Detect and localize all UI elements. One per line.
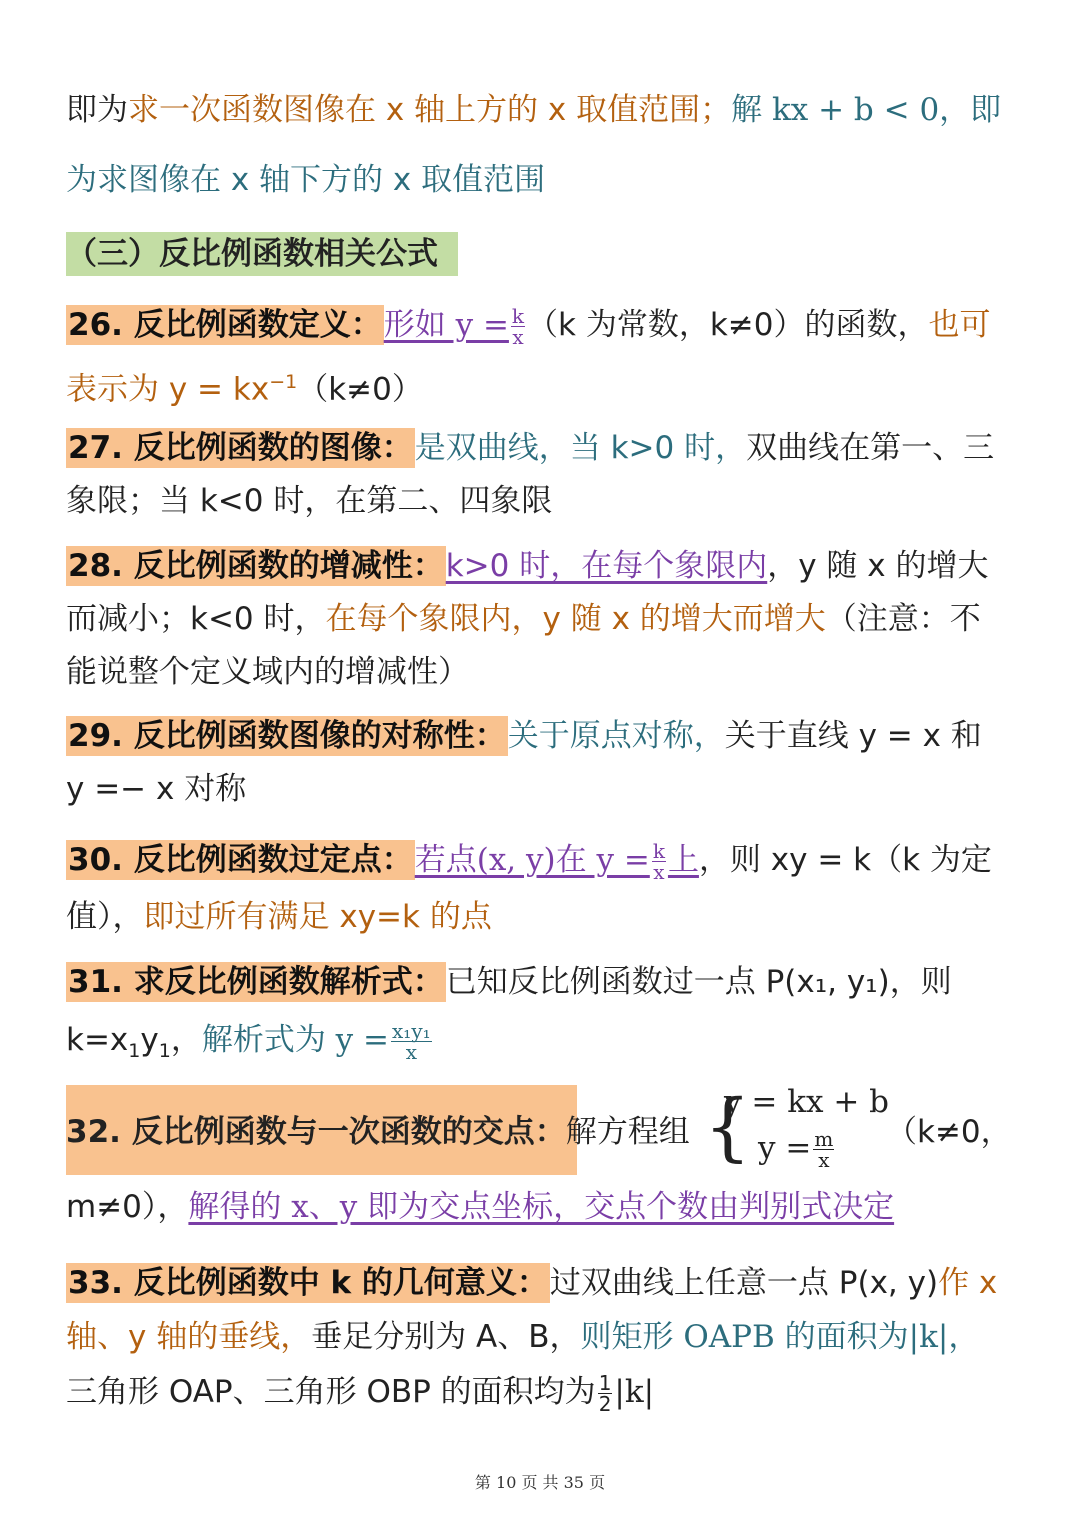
text-segment: 关于直线 y = x 和 — [724, 718, 982, 754]
text-segment: （k≠0） — [297, 371, 423, 408]
fraction — [813, 1129, 834, 1170]
brace-symbol: { — [704, 1084, 752, 1170]
text-segment: 即为 — [66, 92, 128, 128]
text-segment: |k| — [614, 1374, 655, 1410]
item-30-heading: 30. 反比例函数过定点： — [68, 842, 413, 878]
item-31-heading: 31. 求反比例函数解析式： — [68, 964, 444, 1000]
text-segment: 形如 y = — [383, 307, 509, 343]
fraction — [511, 306, 525, 347]
item-28-line-3: 能说整个定义域内的增减性） — [66, 654, 469, 690]
intro-line-2: 为求图像在 x 轴下方的 x 取值范围 — [66, 162, 546, 198]
text-segment: y — [140, 1022, 159, 1058]
item-28-line-1 — [66, 546, 989, 586]
fraction-denominator: x — [818, 1148, 830, 1172]
text-segment: 双曲线在第一、三 — [746, 430, 995, 466]
text-segment: k>0 时，在每个象限内 — [445, 548, 768, 584]
text-segment: 在每个象限内，y 随 x 的增大而增大 — [325, 601, 826, 637]
text-segment: 也可 — [928, 307, 991, 343]
item-33-line-1 — [66, 1263, 997, 1303]
item-26-line-1 — [66, 305, 991, 347]
item-31-line-2 — [66, 1020, 434, 1071]
text-segment: 即过所有满足 xy=k 的点 — [143, 899, 492, 935]
item-33-line-2 — [66, 1317, 979, 1357]
item-30-formula — [414, 839, 699, 884]
text-segment: 作 x — [938, 1265, 998, 1301]
text-segment: 而减小；k<0 时， — [66, 601, 326, 637]
item-32-line-2 — [66, 1187, 894, 1227]
equation-2 — [758, 1128, 836, 1170]
text-segment: 过双曲线上任意一点 P(x, y) — [549, 1265, 939, 1301]
item-27-heading: 27. 反比例函数的图像： — [68, 430, 413, 466]
fraction-denominator: x — [512, 325, 524, 349]
item-31-line-1 — [66, 962, 952, 1002]
text-segment: （注意：不 — [825, 601, 981, 637]
item-33-line-3 — [66, 1372, 654, 1414]
fraction — [652, 841, 666, 882]
item-32-line-1 — [66, 1112, 690, 1152]
text-segment: 是双曲线，当 k>0 时， — [414, 430, 747, 466]
fraction-numerator: x₁y₁ — [392, 1019, 431, 1043]
text-segment: 轴、y 轴的垂线， — [66, 1319, 312, 1355]
item-26-line-2 — [66, 362, 423, 409]
section-title-text: （三）反比例函数相关公式 — [66, 236, 438, 272]
item-26-formula — [383, 304, 527, 349]
text-segment: 则矩形 OAPB 的面积为|k|， — [580, 1319, 980, 1355]
item-29-line-2: y =− x 对称 — [66, 771, 247, 807]
text-segment: k=x — [66, 1022, 129, 1058]
text-segment: 解析式为 y = — [201, 1022, 390, 1058]
fraction-numerator: 1 — [598, 1371, 612, 1395]
fraction-numerator: m — [814, 1127, 834, 1151]
item-32-condition: （k≠0， — [886, 1114, 1012, 1150]
superscript: −1 — [269, 371, 298, 393]
item-27-line-1 — [66, 428, 994, 468]
text-segment: 解得的 x、y 即为交点坐标，交点个数由判别式决定 — [188, 1189, 895, 1225]
item-28-heading: 28. 反比例函数的增减性： — [68, 548, 444, 584]
equation-1: y = kx + b — [724, 1084, 889, 1120]
text-segment: 若点(x, y)在 y = — [414, 842, 650, 878]
text-segment: 值）， — [66, 899, 144, 935]
item-29-heading: 29. 反比例函数图像的对称性： — [68, 718, 506, 754]
section-title — [66, 232, 458, 276]
fraction-denominator: x — [405, 1040, 417, 1064]
text-segment: y = — [758, 1130, 812, 1166]
text-segment: 解方程组 — [565, 1114, 690, 1150]
text-segment: ，y 随 x 的增大 — [767, 548, 989, 584]
item-28-line-2 — [66, 599, 981, 639]
text-segment: ， — [170, 1022, 202, 1058]
fraction-numerator: k — [511, 304, 525, 328]
text-segment: 表示为 y = kx — [66, 371, 270, 408]
intro-line-1 — [66, 90, 1001, 130]
item-30-line-1 — [66, 840, 992, 882]
text-segment: 关于原点对称， — [507, 718, 725, 754]
text-segment: （k 为常数，k≠0）的函数， — [527, 307, 929, 343]
text-segment: ，则 xy = k（k 为定 — [698, 842, 992, 878]
text-segment: 求一次函数图像在 x 轴上方的 x 取值范围； — [128, 92, 732, 128]
subscript: 1 — [158, 1040, 171, 1063]
item-27-line-2: 象限；当 k<0 时，在第二、四象限 — [66, 483, 553, 519]
item-30-line-2 — [66, 897, 492, 937]
fraction-numerator: k — [652, 839, 665, 863]
fraction — [391, 1021, 432, 1062]
fraction-denominator: 2 — [598, 1392, 612, 1416]
item-33-heading: 33. 反比例函数中 k 的几何意义： — [68, 1265, 548, 1301]
fraction-denominator: x — [653, 860, 665, 884]
subscript: 1 — [128, 1040, 141, 1063]
item-29-line-1 — [66, 716, 982, 756]
text-segment: m≠0）， — [66, 1189, 189, 1225]
text-segment: 三角形 OAP、三角形 OBP 的面积均为 — [66, 1374, 596, 1410]
item-26-heading: 26. 反比例函数定义： — [68, 307, 382, 343]
fraction — [598, 1373, 613, 1414]
text-segment: 解 kx + b < 0，即 — [731, 92, 1002, 128]
text-segment: 垂足分别为 A、B， — [311, 1319, 581, 1355]
text-segment: 已知反比例函数过一点 P(x₁, y₁)，则 — [445, 964, 952, 1000]
text-segment: 上 — [667, 842, 699, 878]
item-32-heading: 32. 反比例函数与一次函数的交点： — [66, 1114, 566, 1150]
page-footer: 第 10 页 共 35 页 — [474, 1473, 606, 1492]
